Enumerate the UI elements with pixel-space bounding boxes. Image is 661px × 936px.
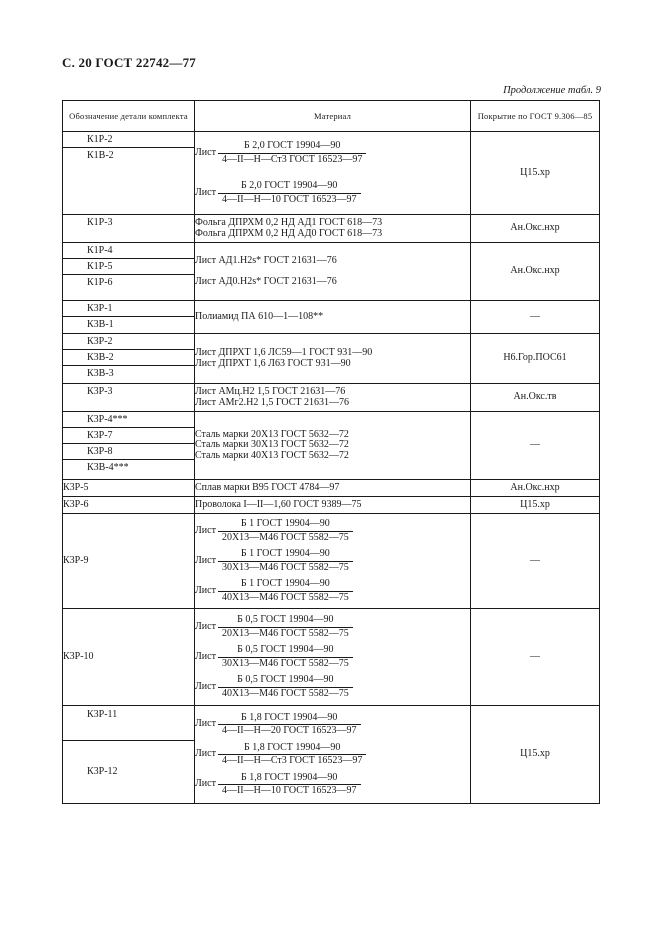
material-cell: Сплав марки В95 ГОСТ 4784—97: [195, 480, 471, 497]
coating-cell: —: [471, 301, 600, 334]
part-code: К3Р-1: [63, 301, 194, 317]
part-cell: [63, 334, 195, 384]
material-fraction: Лист $\frac{\text{Б 2,0 ГОСТ 19904—90}}{\text{4—II—Н—10 ГОСТ 16523—97}}$: [195, 178, 470, 208]
material-cell: [195, 609, 471, 706]
column-header-part: Обозначение детали комплекта: [63, 101, 195, 132]
coating-cell: —: [471, 609, 600, 706]
fraction-numerator: Б 0,5 ГОСТ 19904—90: [237, 614, 334, 625]
fraction-denominator: 30Х13—М46 ГОСТ 5582—75: [218, 657, 353, 670]
material-cell: [195, 514, 471, 609]
part-code: К3Р-8: [63, 444, 194, 460]
part-cell: [63, 301, 195, 334]
coating-cell: Ан.Окс.тв: [471, 384, 600, 412]
fraction-denominator: 4—II—Н—Ст3 ГОСТ 16523—97: [218, 754, 366, 767]
part-code: К1Р-6: [87, 277, 113, 288]
material-fraction: Лист $\frac{\text{Б 1 ГОСТ 19904—90}}{\text{20Х13—М46 ГОСТ 5582—75}}$: [195, 516, 470, 546]
materials-table: [62, 100, 600, 804]
fraction-denominator: 4—II—Н—10 ГОСТ 16523—97: [218, 784, 361, 797]
material-fraction: Лист $\frac{\text{Б 0,5 ГОСТ 19904—90}}{\text{30Х13—М46 ГОСТ 5582—75}}$: [195, 642, 470, 672]
material-fraction: Лист $\frac{\text{Б 1,8 ГОСТ 19904—90}}{\text{4—II—Н—20 ГОСТ 16523—97}}$: [195, 710, 470, 740]
coating-cell: Ан.Окс.нхр: [471, 480, 600, 497]
part-code: К3Р-2: [63, 334, 194, 350]
table-row: [63, 215, 600, 243]
coating-cell: Ц15.хр: [471, 497, 600, 514]
fraction-numerator: Б 1 ГОСТ 19904—90: [240, 578, 330, 589]
fraction-denominator: 4—II—Н—20 ГОСТ 16523—97: [218, 724, 361, 737]
coating-cell: —: [471, 514, 600, 609]
material-cell: [195, 706, 471, 804]
part-code: К1Р-4: [63, 243, 194, 259]
fraction-denominator: 20Х13—М46 ГОСТ 5582—75: [218, 627, 353, 640]
part-cell: К3Р-6: [63, 497, 195, 514]
page-header: С. 20 ГОСТ 22742—77: [62, 55, 196, 70]
material-fraction: Лист $\frac{\text{Б 2,0 ГОСТ 19904—90}}{\text{4—II—Н—Ст3 ГОСТ 16523—97}}$: [195, 138, 470, 168]
material-fraction: Лист $\frac{\text{Б 1 ГОСТ 19904—90}}{\text{40Х13—М46 ГОСТ 5582—75}}$: [195, 576, 470, 606]
part-code: К1Р-3: [87, 217, 113, 228]
fraction-numerator: Б 1,8 ГОСТ 19904—90: [241, 711, 338, 723]
fraction-denominator: 30Х13—М46 ГОСТ 5582—75: [218, 561, 353, 574]
material-cell: Полиамид ПА 610—1—108**: [195, 301, 471, 334]
part-cell: К3Р-9: [63, 514, 195, 609]
table-row: [63, 334, 600, 384]
fraction-numerator: Б 1,8 ГОСТ 19904—90: [241, 771, 338, 783]
part-cell: К3Р-5: [63, 480, 195, 497]
part-code: К3В-3: [87, 368, 114, 379]
part-code: К3В-2: [63, 350, 194, 366]
coating-cell: Ц15.хр: [471, 132, 600, 215]
coating-cell: Ц15.хр: [471, 706, 600, 804]
fraction-numerator: Б 0,5 ГОСТ 19904—90: [237, 644, 334, 655]
material-cell: Проволока I—II—1,60 ГОСТ 9389—75: [195, 497, 471, 514]
part-cell: [63, 243, 195, 301]
table-header-row: [63, 101, 600, 132]
material-fraction: Лист $\frac{\text{Б 1 ГОСТ 19904—90}}{\text{30Х13—М46 ГОСТ 5582—75}}$: [195, 546, 470, 576]
material-fraction: Лист $\frac{\text{Б 1,8 ГОСТ 19904—90}}{\text{4—II—Н—10 ГОСТ 16523—97}}$: [195, 770, 470, 800]
column-header-material: Материал: [195, 101, 471, 132]
coating-cell: —: [471, 412, 600, 480]
part-cell: [63, 215, 195, 243]
material-fraction: Лист $\frac{\text{Б 0,5 ГОСТ 19904—90}}{\text{40Х13—М46 ГОСТ 5582—75}}$: [195, 672, 470, 702]
part-code: К3В-4***: [87, 462, 129, 473]
table-row: [63, 384, 600, 412]
table-row: [63, 480, 600, 497]
part-code: К3Р-7: [63, 428, 194, 444]
part-code: К3Р-11: [63, 706, 194, 741]
fraction-denominator: 4—II—Н—10 ГОСТ 16523—97: [218, 193, 361, 206]
table-continuation-note: Продолжение табл. 9: [503, 85, 601, 96]
fraction-denominator: 40Х13—М46 ГОСТ 5582—75: [218, 687, 353, 700]
fraction-numerator: Б 1,8 ГОСТ 19904—90: [243, 741, 341, 753]
fraction-numerator: Б 2,0 ГОСТ 19904—90: [241, 180, 338, 191]
part-cell: К3Р-10: [63, 609, 195, 706]
part-cell: [63, 384, 195, 412]
table-row: [63, 132, 600, 215]
fraction-numerator: Б 0,5 ГОСТ 19904—90: [237, 674, 334, 685]
part-code: К3Р-4***: [63, 412, 194, 428]
part-code: К3Р-3: [87, 386, 113, 397]
table-row: [63, 514, 600, 609]
part-code: К1Р-2: [63, 132, 194, 148]
fraction-numerator: Б 1 ГОСТ 19904—90: [240, 548, 330, 559]
coating-cell: Ан.Окс.нхр: [471, 243, 600, 301]
part-code: К3В-1: [87, 319, 114, 330]
material-fraction: Лист $\frac{\text{Б 0,5 ГОСТ 19904—90}}{\text{20Х13—М46 ГОСТ 5582—75}}$: [195, 612, 470, 642]
material-cell: Лист АД1.Н2s* ГОСТ 21631—76 Лист АД0.Н2s* ГОСТ 21631—76: [195, 243, 471, 301]
material-cell: Фольга ДПРХМ 0,2 НД АД1 ГОСТ 618—73 Фольга ДПРХМ 0,2 НД АД0 ГОСТ 618—73: [195, 215, 471, 243]
material-cell: Сталь марки 20Х13 ГОСТ 5632—72 Сталь марки 30Х13 ГОСТ 5632—72 Сталь марки 40Х13 ГОСТ 5632—72: [195, 412, 471, 480]
fraction-denominator: 20Х13—М46 ГОСТ 5582—75: [218, 531, 353, 544]
table-row: [63, 497, 600, 514]
table-row: [63, 609, 600, 706]
fraction-denominator: 4—II—Н—Ст3 ГОСТ 16523—97: [218, 153, 366, 166]
part-cell: [63, 412, 195, 480]
fraction-numerator: Б 1 ГОСТ 19904—90: [240, 518, 330, 529]
table-row: [63, 706, 600, 804]
coating-cell: Ан.Окс.нхр: [471, 215, 600, 243]
part-code: К1Р-5: [63, 259, 194, 275]
fraction-denominator: 40Х13—М46 ГОСТ 5582—75: [218, 591, 353, 604]
material-cell: Лист АМц.Н2 1,5 ГОСТ 21631—76 Лист АМг2.Н2 1,5 ГОСТ 21631—76: [195, 384, 471, 412]
coating-cell: Н6.Гор.ПОС61: [471, 334, 600, 384]
part-code: К1В-2: [87, 150, 114, 161]
table-row: [63, 412, 600, 480]
part-cell: [63, 706, 195, 804]
table-row: [63, 301, 600, 334]
part-code: К3Р-12: [87, 766, 118, 777]
fraction-numerator: Б 2,0 ГОСТ 19904—90: [243, 140, 341, 151]
table-row: [63, 243, 600, 301]
column-header-coating: Покрытие по ГОСТ 9.306—85: [471, 101, 600, 132]
part-cell: [63, 132, 195, 215]
material-cell: Лист ДПРХТ 1,6 ЛС59—1 ГОСТ 931—90 Лист ДПРХТ 1,6 Л63 ГОСТ 931—90: [195, 334, 471, 384]
material-fraction: Лист $\frac{\text{Б 1,8 ГОСТ 19904—90}}{\text{4—II—Н—Ст3 ГОСТ 16523—97}}$: [195, 740, 470, 770]
material-cell: [195, 132, 471, 215]
